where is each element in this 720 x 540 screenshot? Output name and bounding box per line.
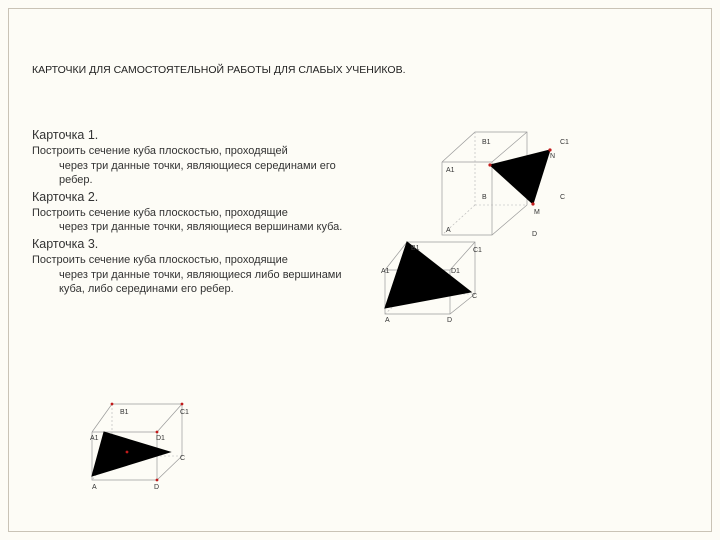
label-a1: A1 — [90, 435, 99, 442]
label-m: M — [534, 209, 540, 216]
slide-body — [32, 126, 362, 297]
label-c: C — [180, 455, 186, 462]
card-1-heading: Карточка 1. — [32, 128, 99, 142]
card-1-task — [32, 144, 362, 188]
card-2-task-line-2: через три данные точки, являющиеся вершинами куба. — [59, 221, 343, 234]
cube-2-section — [385, 242, 471, 308]
point-mid — [126, 451, 129, 454]
cube-figure-1 — [430, 120, 580, 245]
label-b1: B1 — [482, 139, 491, 146]
point-c1 — [181, 403, 184, 406]
label-c1: C1 — [473, 247, 482, 254]
cube-1-section — [490, 150, 550, 204]
point-k — [488, 163, 491, 166]
cube-figure-3 — [82, 398, 202, 493]
card-3-heading: Карточка 3. — [32, 236, 99, 251]
point-d — [156, 479, 159, 482]
point-m — [531, 202, 534, 205]
point-n — [548, 148, 551, 151]
card-3-task — [32, 253, 362, 297]
label-d1: D1 — [451, 268, 460, 275]
point-d1 — [156, 431, 159, 434]
card-3-task-line-2: через три данные точки, являющиеся либо вершинами куба, либо серединами его ребер. — [59, 268, 342, 296]
card-2-task-line-1: Построить сечение куба плоскостью, проходящие — [32, 206, 288, 219]
cube-figure-2 — [375, 236, 495, 326]
label-a1: A1 — [446, 167, 455, 174]
label-a: A — [385, 317, 390, 324]
label-a: A — [446, 227, 451, 234]
label-a1: A1 — [381, 268, 390, 275]
label-n: N — [550, 153, 556, 160]
label-c: C — [472, 293, 478, 300]
label-d: D — [447, 317, 453, 324]
label-c1: C1 — [180, 409, 189, 416]
card-2-task — [32, 206, 362, 235]
slide-title: КАРТОЧКИ ДЛЯ САМОСТОЯТЕЛЬНОЙ РАБОТЫ ДЛЯ СЛАБЫХ УЧЕНИКОВ. — [32, 64, 406, 76]
label-b1: B1 — [411, 245, 420, 252]
label-d1: D1 — [156, 435, 165, 442]
label-b1: B1 — [120, 409, 129, 416]
point-b1 — [111, 403, 114, 406]
label-c1: C1 — [560, 139, 569, 146]
label-b: B — [482, 194, 487, 201]
label-d: D — [154, 484, 160, 491]
label-a: A — [92, 484, 97, 491]
card-3-task-line-1: Построить сечение куба плоскостью, проходящие — [32, 253, 288, 266]
label-d: D — [532, 231, 538, 238]
card-2-heading: Карточка 2. — [32, 189, 99, 204]
label-c: C — [560, 194, 566, 201]
card-1-task-line-2: через три данные точки, являющиеся серединами его ребер. — [59, 159, 336, 187]
card-1-task-line-1: Построить сечение куба плоскостью, проходящей — [32, 145, 288, 157]
